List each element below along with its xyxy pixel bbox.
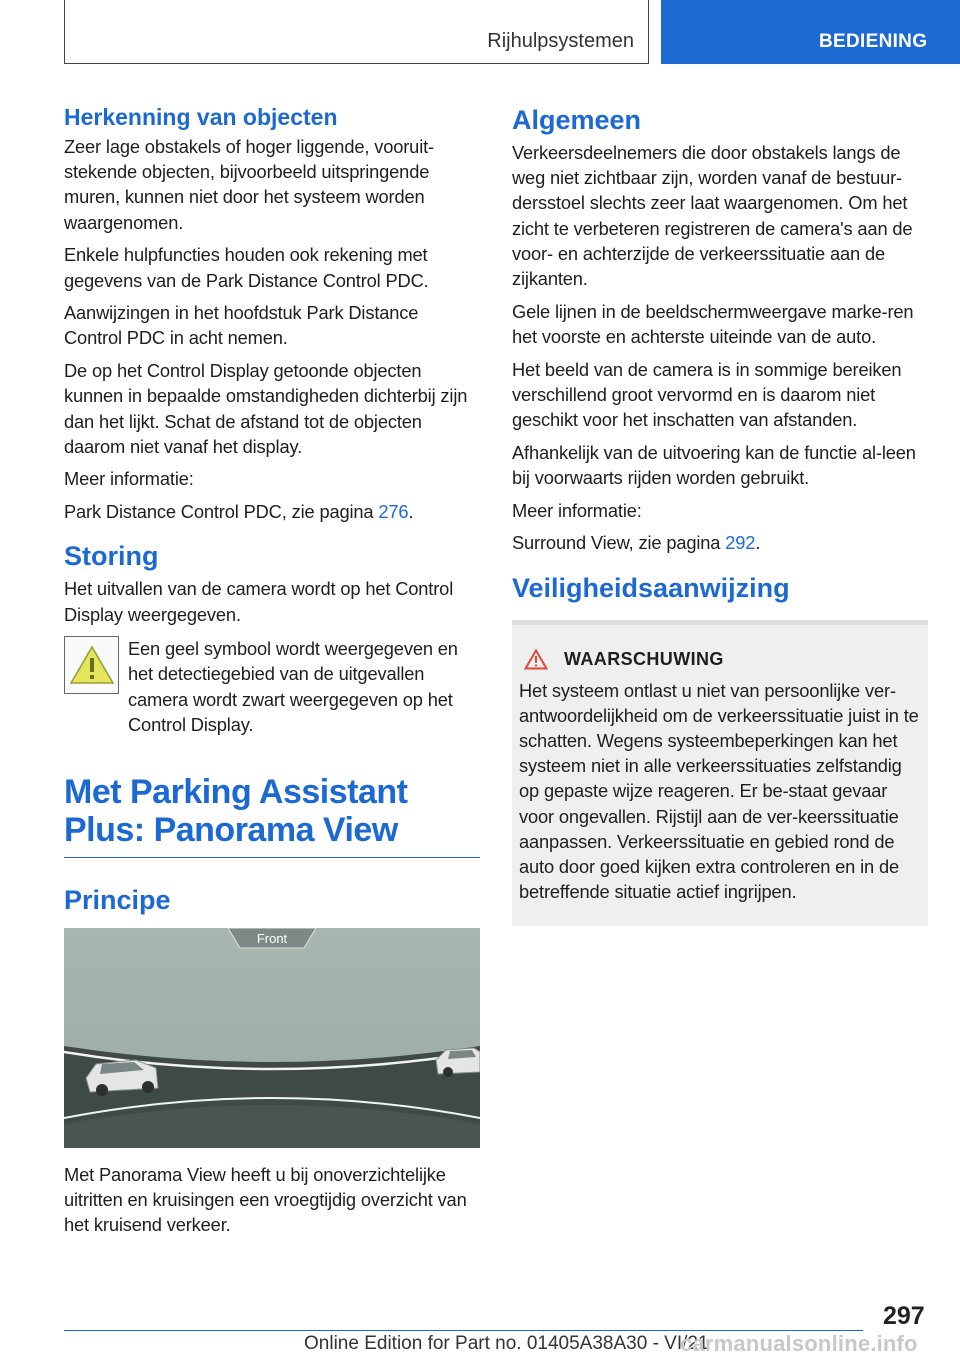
panorama-view-image <box>64 928 480 1148</box>
heading-object-detection: Herkenning van objecten <box>64 104 338 130</box>
chapter-title: BEDIENING <box>819 31 928 52</box>
page-link-276[interactable]: 276 <box>378 501 409 523</box>
paragraph: De op het Control Display getoonde objecten kunnen in bepaalde omstandigheden dichterbij zijn dan het lijkt. Schat de afstand tot de objecten daarom niet vanaf het display. <box>64 360 468 457</box>
paragraph: Zeer lage obstakels of hoger liggende, vooruit-stekende objecten, bijvoorbeeld uitspringende muren, kunnen niet door het systeem worden waargenomen. <box>64 136 434 233</box>
front-label: Front <box>256 930 288 946</box>
page-number: 297 <box>883 1302 925 1330</box>
paragraph: Gele lijnen in de beeldschermweergave marke-ren het voorste en achterste uiteinde van de auto. <box>512 300 914 347</box>
edition-info: Online Edition for Part no. 01405A38A30 - VI/21 <box>304 1333 709 1354</box>
warning-triangle-icon <box>69 644 115 686</box>
warning-label: WAARSCHUWING <box>564 648 724 669</box>
car-left-icon <box>86 1060 158 1096</box>
paragraph: Het uitvallen van de camera wordt op het Control Display weergegeven. <box>64 578 454 625</box>
heading-veiligheid: Veiligheidsaanwijzing <box>512 572 790 603</box>
warning-triangle-icon <box>524 649 548 670</box>
heading-storing: Storing <box>64 541 159 572</box>
heading-principe: Principe <box>64 884 171 915</box>
yellow-warning-symbol <box>64 636 119 694</box>
paragraph: Verkeersdeelnemers die door obstakels langs de weg niet zichtbaar zijn, worden vanaf de bestuur-dersstoel slechts zeer laat waargenomen. Om het zicht te verbeteren registreren de camera's aan de voor- en achterzijde de verkeerssituatie aan de zijkanten. <box>512 142 913 290</box>
paragraph: Aanwijzingen in het hoofdstuk Park Distance Control PDC in acht nemen. <box>64 302 419 349</box>
reference-text: Park Distance Control PDC, zie pagina <box>64 501 379 523</box>
paragraph: Enkele hulpfuncties houden ook rekening met gegevens van de Park Distance Control PDC. <box>64 244 429 291</box>
camera-failure-note <box>64 634 480 744</box>
watermark: carmanualsonline.info <box>680 1331 918 1356</box>
warning-text: Het systeem ontlast u niet van persoonlijke ver-antwoordelijkheid om de verkeerssituatie juist in te schatten. Wegens systeembeperkingen kan het systeem niet in alle verkeerssituaties zelfstandig op gepaste wijze reageren. Er be-staat gevaar voor ongevallen. Rijstijl aan de ver-keerssituatie aanpassen. Verkeerssituatie en gebied rond de auto door goed kijken extra controleren en in de betreffende situatie actief ingrijpen. <box>519 679 919 903</box>
right-column <box>512 100 928 926</box>
page-link-292[interactable]: 292 <box>725 532 756 554</box>
cross-reference <box>512 530 928 555</box>
heading-algemeen: Algemeen <box>512 105 642 135</box>
reference-end: . <box>755 532 761 554</box>
warning-heading <box>519 649 922 670</box>
header-frame <box>64 0 649 64</box>
left-column <box>64 100 480 1245</box>
reference-end: . <box>408 501 414 523</box>
section-title: Rijhulpsystemen <box>487 30 634 52</box>
reference-text: Surround View, zie pagina <box>512 532 726 554</box>
paragraph: Met Panorama View heeft u bij onoverzichtelijke uitritten en kruisingen een vroegtijdig overzicht van het kruisend verkeer. <box>64 1163 467 1235</box>
cross-reference <box>64 499 480 524</box>
paragraph: Het beeld van de camera is in sommige bereiken verschillend groot vervormd en is daarom niet geschikt voor het inschatten van afstanden. <box>512 358 902 431</box>
paragraph: Meer informatie: <box>64 468 194 490</box>
paragraph-inline: Een geel symbool wordt weergegeven en het detectiegebied van de uitgevallen camera wordt zwart weergegeven op het Control Display. <box>128 638 458 735</box>
chapter-tab <box>661 0 960 64</box>
paragraph: Meer informatie: <box>512 499 642 521</box>
warning-box <box>512 620 928 927</box>
paragraph: Afhankelijk van de uitvoering kan de functie al-leen bij voorwaarts rijden worden gebruikt. <box>512 441 916 488</box>
heading-panorama-view: Met Parking Assistant Plus: Panorama View <box>64 773 480 858</box>
